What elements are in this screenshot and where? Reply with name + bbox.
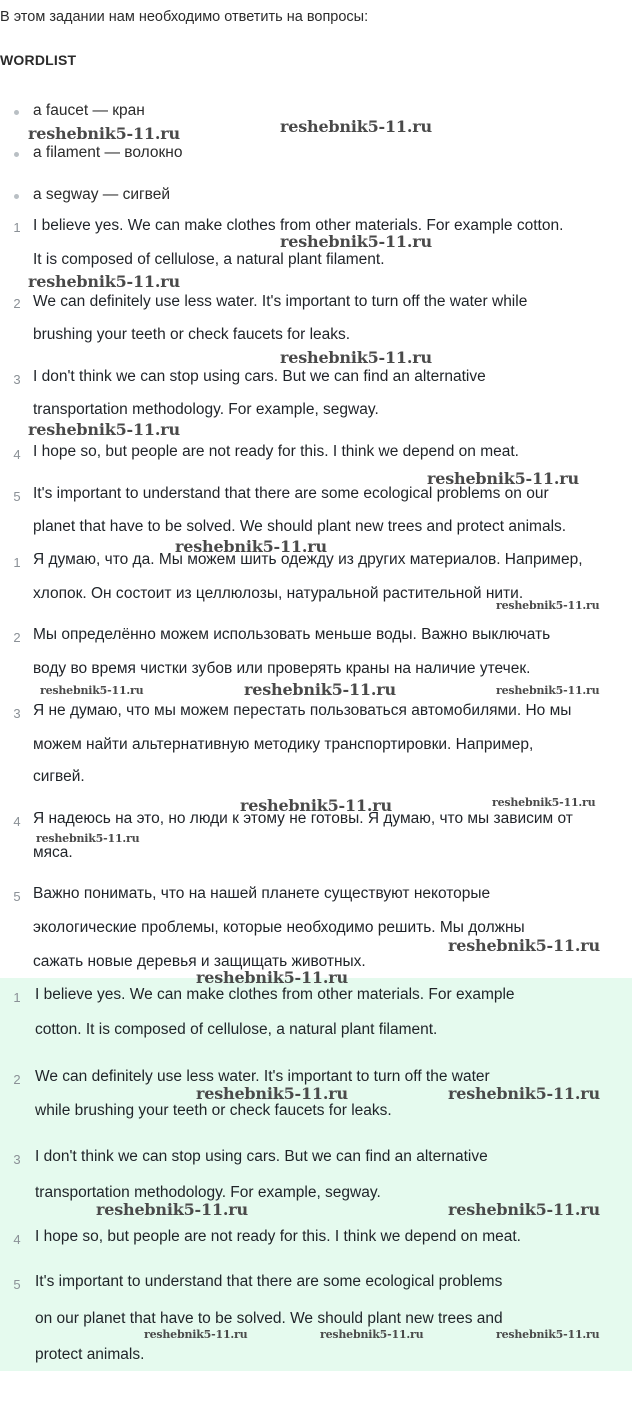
watermark: reshebnik5-11.ru (244, 680, 396, 699)
watermark: reshebnik5-11.ru (196, 1084, 348, 1103)
watermark: reshebnik5-11.ru (448, 936, 600, 955)
item-line: cotton. It is composed of cellulose, a natural plant filament. (35, 1021, 438, 1038)
item-number: 2 (13, 630, 21, 645)
item-number: 1 (13, 220, 21, 235)
watermark: reshebnik5-11.ru (28, 420, 180, 439)
item-line: transportation methodology. For example, segway. (33, 401, 379, 418)
watermark: reshebnik5-11.ru (496, 599, 600, 612)
item-line: planet that have to be solved. We should plant new trees and protect animals. (33, 518, 567, 535)
watermark: reshebnik5-11.ru (240, 796, 392, 815)
item-line: It's important to understand that there are some ecological problems on our (33, 485, 549, 502)
wordlist-heading: WORDLIST (0, 52, 77, 68)
item-number: 1 (13, 555, 21, 570)
intro-text: В этом задании нам необходимо ответить на вопросы: (0, 9, 369, 25)
item-line: on our planet that have to be solved. We should plant new trees and (35, 1310, 503, 1327)
item-number: 1 (13, 990, 21, 1005)
watermark: reshebnik5-11.ru (96, 1200, 248, 1219)
item-line: We can definitely use less water. It's important to turn off the water (35, 1068, 490, 1085)
item-line: Я думаю, что да. Мы можем шить одежду из других материалов. Например, (33, 551, 583, 568)
watermark: reshebnik5-11.ru (144, 1328, 248, 1341)
item-line: I hope so, but people are not ready for this. I think we depend on meat. (35, 1228, 521, 1245)
item-number: 4 (13, 447, 21, 462)
item-line: I believe yes. We can make clothes from other materials. For example cotton. (33, 217, 564, 234)
item-line: brushing your teeth or check faucets for leaks. (33, 326, 351, 343)
watermark: reshebnik5-11.ru (28, 272, 180, 291)
item-number: 3 (13, 372, 21, 387)
item-number: 4 (13, 1232, 21, 1247)
item-number: 5 (13, 889, 21, 904)
item-line: Я не думаю, что мы можем перестать пользоваться автомобилями. Но мы (33, 702, 572, 719)
watermark: reshebnik5-11.ru (496, 684, 600, 697)
item-line: I believe yes. We can make clothes from other materials. For example (35, 986, 515, 1003)
item-line: transportation methodology. For example, segway. (35, 1184, 381, 1201)
watermark: reshebnik5-11.ru (280, 348, 432, 367)
item-line: экологические проблемы, которые необходимо решить. Мы должны (33, 919, 525, 936)
item-line: Мы определённо можем использовать меньше воды. Важно выключать (33, 626, 551, 643)
item-line: мяса. (33, 844, 73, 861)
item-line: I don't think we can stop using cars. But we can find an alternative (35, 1148, 488, 1165)
item-line: Важно понимать, что на нашей планете существуют некоторые (33, 885, 491, 902)
item-number: 4 (13, 814, 21, 829)
wordlist-item: a filament — волокно (14, 144, 182, 162)
item-line: Я надеюсь на это, но люди к этому не готовы. Я думаю, что мы зависим от (33, 810, 573, 827)
item-line: хлопок. Он состоит из целлюлозы, натуральной растительной нити. (33, 585, 524, 602)
watermark: reshebnik5-11.ru (427, 469, 579, 488)
item-number: 5 (13, 1277, 21, 1292)
watermark: reshebnik5-11.ru (280, 232, 432, 251)
watermark: reshebnik5-11.ru (196, 968, 348, 987)
item-line: It's important to understand that there are some ecological problems (35, 1273, 503, 1290)
item-line: сигвей. (33, 768, 85, 785)
watermark: reshebnik5-11.ru (40, 684, 144, 697)
item-line: сажать новые деревья и защищать животных. (33, 953, 366, 970)
item-line: I hope so, but people are not ready for this. I think we depend on meat. (33, 443, 519, 460)
item-line: воду во время чистки зубов или проверять краны на наличие утечек. (33, 660, 531, 677)
item-line: while brushing your teeth or check faucets for leaks. (35, 1102, 392, 1119)
watermark: reshebnik5-11.ru (496, 1328, 600, 1341)
item-line: protect animals. (35, 1346, 145, 1363)
watermark: reshebnik5-11.ru (175, 537, 327, 556)
wordlist-item: a faucet — кран (14, 102, 145, 120)
item-number: 3 (13, 706, 21, 721)
item-line: We can definitely use less water. It's important to turn off the water while (33, 293, 528, 310)
item-number: 5 (13, 489, 21, 504)
item-number: 2 (13, 296, 21, 311)
item-number: 2 (13, 1072, 21, 1087)
watermark: reshebnik5-11.ru (28, 124, 180, 143)
watermark: reshebnik5-11.ru (448, 1084, 600, 1103)
watermark: reshebnik5-11.ru (320, 1328, 424, 1341)
item-line: I don't think we can stop using cars. But we can find an alternative (33, 368, 486, 385)
watermark: reshebnik5-11.ru (492, 796, 596, 809)
item-number: 3 (13, 1152, 21, 1167)
item-line: можем найти альтернативную методику транспортировки. Например, (33, 736, 534, 753)
item-line: It is composed of cellulose, a natural plant filament. (33, 251, 385, 268)
watermark: reshebnik5-11.ru (448, 1200, 600, 1219)
wordlist-item: a segway — сигвей (14, 186, 170, 204)
watermark: reshebnik5-11.ru (280, 117, 432, 136)
watermark: reshebnik5-11.ru (36, 832, 140, 845)
